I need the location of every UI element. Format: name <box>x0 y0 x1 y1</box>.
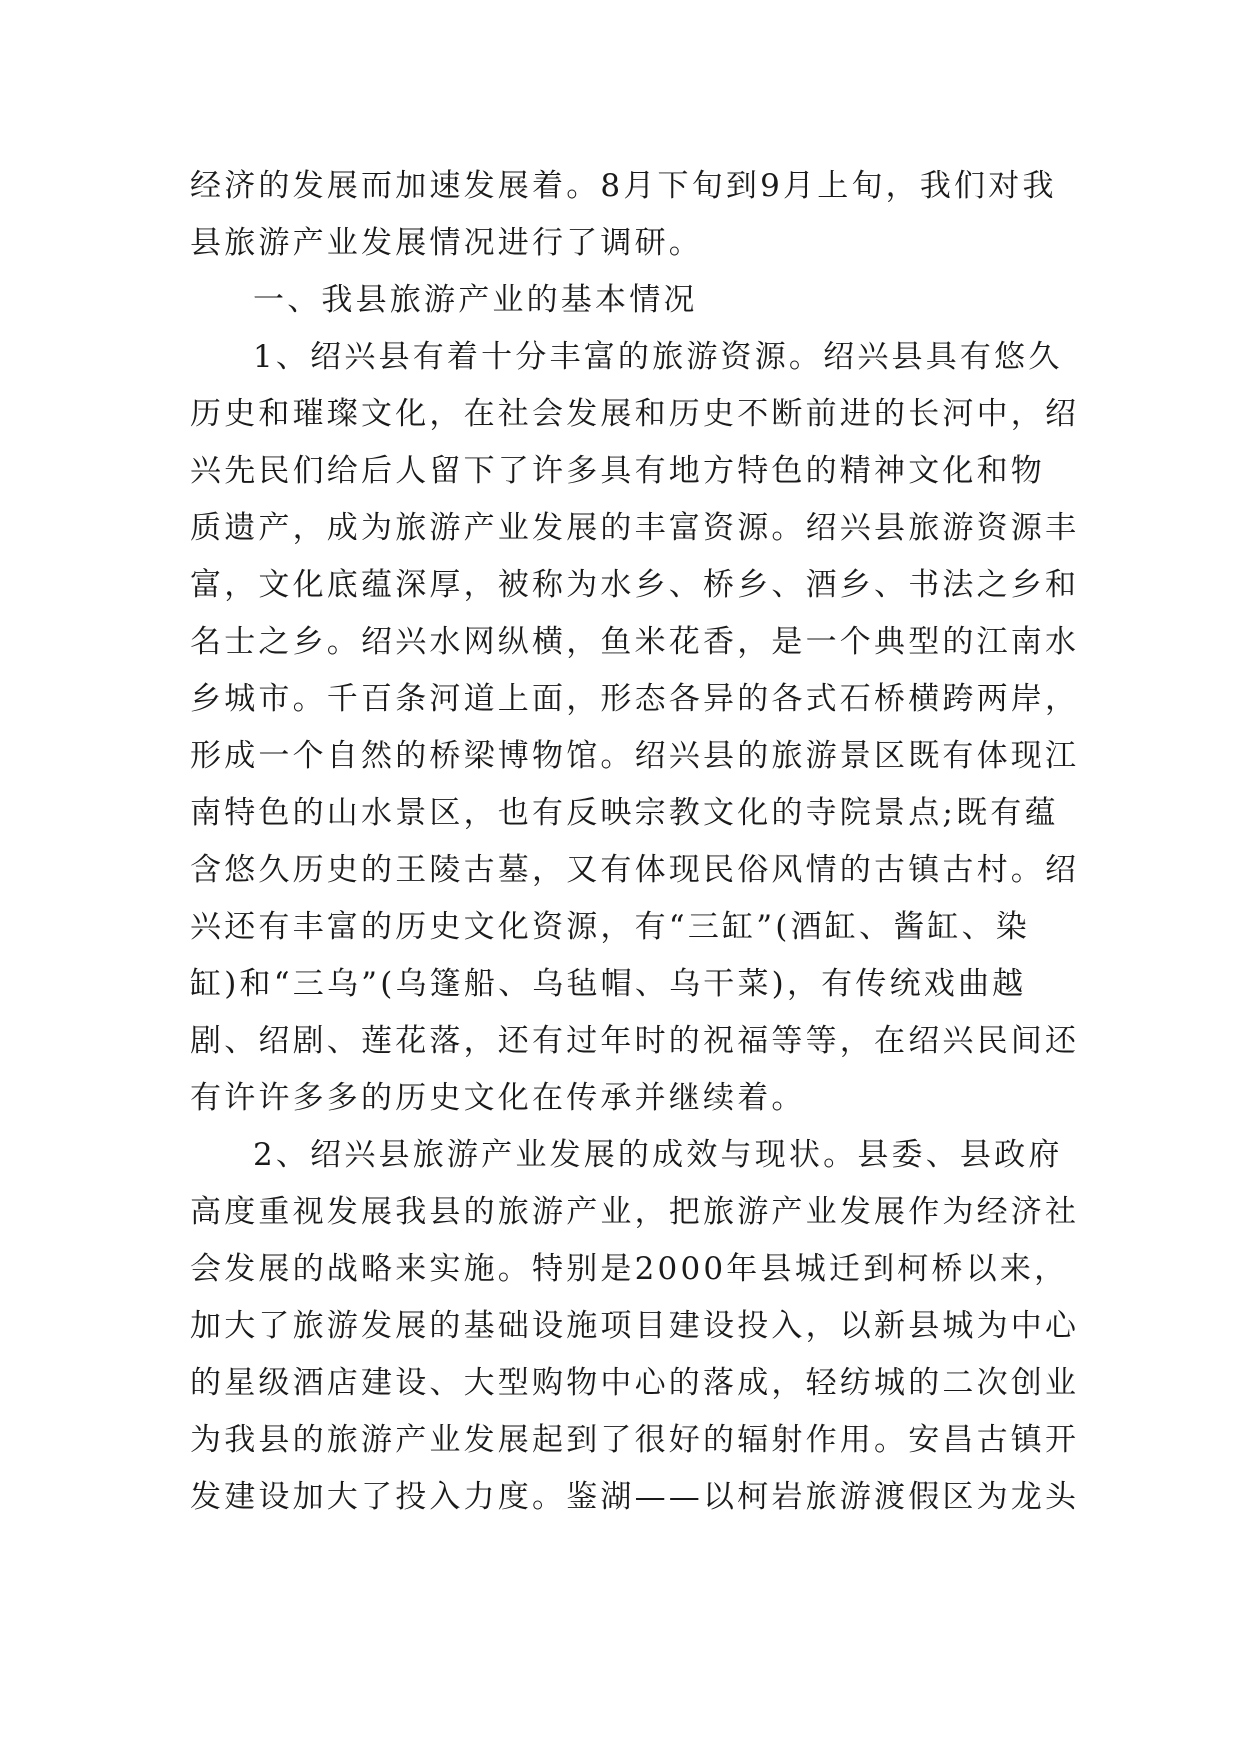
text-line: 高度重视发展我县的旅游产业，把旅游产业发展作为经济社 <box>190 1194 1080 1230</box>
text-line: 兴还有丰富的历史文化资源，有“三缸”(酒缸、酱缸、染 <box>190 909 1030 945</box>
text-line: 南特色的山水景区，也有反映宗教文化的寺院景点;既有蕴 <box>190 795 1059 831</box>
body-text <box>190 158 1080 1526</box>
text-line: 会发展的战略来实施。特别是2000年县城迁到柯桥以来， <box>190 1251 1069 1287</box>
text-line: 一、我县旅游产业的基本情况 <box>253 282 698 318</box>
text-line: 乡城市。千百条河道上面，形态各异的各式石桥横跨两岸， <box>190 681 1080 717</box>
text-line: 加大了旅游发展的基础设施项目建设投入，以新县城为中心 <box>190 1308 1080 1344</box>
text-line: 县旅游产业发展情况进行了调研。 <box>190 225 703 261</box>
text-line: 1、绍兴县有着十分丰富的旅游资源。绍兴县具有悠久 <box>253 339 1063 375</box>
text-line: 富，文化底蕴深厚，被称为水乡、桥乡、酒乡、书法之乡和 <box>190 567 1080 603</box>
text-line: 有许许多多的历史文化在传承并继续着。 <box>190 1080 806 1116</box>
text-line: 2、绍兴县旅游产业发展的成效与现状。县委、县政府 <box>253 1137 1063 1173</box>
text-line: 质遗产，成为旅游产业发展的丰富资源。绍兴县旅游资源丰 <box>190 510 1080 546</box>
text-line: 剧、绍剧、莲花落，还有过年时的祝福等等，在绍兴民间还 <box>190 1023 1080 1059</box>
text-line: 兴先民们给后人留下了许多具有地方特色的精神文化和物 <box>190 453 1045 489</box>
text-line: 含悠久历史的王陵古墓，又有体现民俗风情的古镇古村。绍 <box>190 852 1080 888</box>
text-line: 为我县的旅游产业发展起到了很好的辐射作用。安昌古镇开 <box>190 1422 1080 1458</box>
text-line: 缸)和“三乌”(乌篷船、乌毡帽、乌干菜)，有传统戏曲越 <box>190 966 1027 1002</box>
text-line: 经济的发展而加速发展着。8月下旬到9月上旬，我们对我 <box>190 168 1057 204</box>
text-line: 发建设加大了投入力度。鉴湖——以柯岩旅游渡假区为龙头 <box>190 1479 1080 1515</box>
text-line: 的星级酒店建设、大型购物中心的落成，轻纺城的二次创业 <box>190 1365 1080 1401</box>
text-line: 历史和璀璨文化，在社会发展和历史不断前进的长河中，绍 <box>190 396 1080 432</box>
text-line: 名士之乡。绍兴水网纵横，鱼米花香，是一个典型的江南水 <box>190 624 1080 660</box>
text-line: 形成一个自然的桥梁博物馆。绍兴县的旅游景区既有体现江 <box>190 738 1080 774</box>
